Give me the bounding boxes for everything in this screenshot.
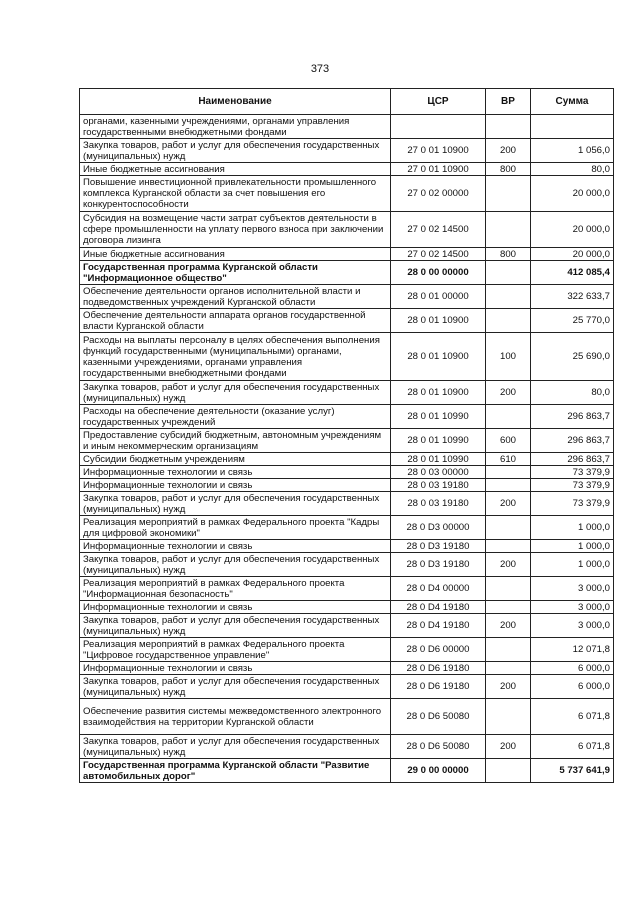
cell-sum bbox=[531, 115, 614, 139]
table-row bbox=[80, 492, 614, 516]
cell-sum: 1 056,0 bbox=[531, 139, 614, 163]
cell-name: Закупка товаров, работ и услуг для обеспечения государственных (муниципальных) нужд bbox=[80, 381, 391, 405]
cell-sum: 12 071,8 bbox=[531, 638, 614, 662]
cell-vr: 200 bbox=[486, 675, 531, 699]
cell-name: Субсидии бюджетным учреждениям bbox=[80, 453, 391, 466]
cell-csr: 29 0 00 00000 bbox=[391, 759, 486, 783]
table-row bbox=[80, 540, 614, 553]
table-row bbox=[80, 735, 614, 759]
cell-name: Повышение инвестиционной привлекательности промышленного комплекса Курганской области за счет повышения его конкурентоспособности bbox=[80, 176, 391, 212]
cell-vr bbox=[486, 540, 531, 553]
cell-csr: 27 0 02 00000 bbox=[391, 176, 486, 212]
cell-sum: 1 000,0 bbox=[531, 553, 614, 577]
cell-vr: 200 bbox=[486, 553, 531, 577]
table-row bbox=[80, 662, 614, 675]
cell-name: Иные бюджетные ассигнования bbox=[80, 248, 391, 261]
page-number: 373 bbox=[310, 63, 330, 75]
table-row bbox=[80, 479, 614, 492]
cell-vr bbox=[486, 212, 531, 248]
table-row bbox=[80, 248, 614, 261]
table-body bbox=[80, 115, 614, 783]
table-row bbox=[80, 405, 614, 429]
cell-vr bbox=[486, 466, 531, 479]
table-row bbox=[80, 638, 614, 662]
cell-vr bbox=[486, 638, 531, 662]
cell-sum: 6 000,0 bbox=[531, 662, 614, 675]
cell-sum: 25 690,0 bbox=[531, 333, 614, 381]
cell-csr: 27 0 01 10900 bbox=[391, 139, 486, 163]
cell-vr: 200 bbox=[486, 492, 531, 516]
cell-name: Расходы на выплаты персоналу в целях обеспечения выполнения функций государственными (муниципальными) органами, казенными учреждениями, органами управления государственными внебюджетными фондами bbox=[80, 333, 391, 381]
cell-name: Закупка товаров, работ и услуг для обеспечения государственных (муниципальных) нужд bbox=[80, 553, 391, 577]
cell-vr bbox=[486, 601, 531, 614]
cell-name: Реализация мероприятий в рамках Федерального проекта "Цифровое государственное управление" bbox=[80, 638, 391, 662]
cell-vr bbox=[486, 759, 531, 783]
table-row bbox=[80, 553, 614, 577]
cell-name: Реализация мероприятий в рамках Федерального проекта "Информационная безопасность" bbox=[80, 577, 391, 601]
cell-name: Расходы на обеспечение деятельности (оказание услуг) государственных учреждений bbox=[80, 405, 391, 429]
cell-name: Закупка товаров, работ и услуг для обеспечения государственных (муниципальных) нужд bbox=[80, 735, 391, 759]
cell-name: Информационные технологии и связь bbox=[80, 601, 391, 614]
cell-name: Обеспечение деятельности органов исполнительной власти и подведомственных учреждений Курганской области bbox=[80, 285, 391, 309]
cell-csr: 28 0 D6 00000 bbox=[391, 638, 486, 662]
table-row bbox=[80, 453, 614, 466]
cell-sum: 3 000,0 bbox=[531, 614, 614, 638]
table-row bbox=[80, 381, 614, 405]
cell-sum: 6 071,8 bbox=[531, 699, 614, 735]
cell-name: Информационные технологии и связь bbox=[80, 466, 391, 479]
cell-vr: 800 bbox=[486, 248, 531, 261]
table-row bbox=[80, 333, 614, 381]
table-row bbox=[80, 212, 614, 248]
cell-sum: 20 000,0 bbox=[531, 212, 614, 248]
cell-vr: 600 bbox=[486, 429, 531, 453]
cell-name: Закупка товаров, работ и услуг для обеспечения государственных (муниципальных) нужд bbox=[80, 139, 391, 163]
table-row bbox=[80, 261, 614, 285]
cell-sum: 6 000,0 bbox=[531, 675, 614, 699]
table-row bbox=[80, 139, 614, 163]
cell-vr: 610 bbox=[486, 453, 531, 466]
table-row bbox=[80, 176, 614, 212]
cell-sum: 296 863,7 bbox=[531, 405, 614, 429]
cell-name: Государственная программа Курганской области "Информационное общество" bbox=[80, 261, 391, 285]
table-row bbox=[80, 699, 614, 735]
cell-name: Субсидия на возмещение части затрат субъектов деятельности в сфере промышленности на уплату первого взноса при заключении договора лизинга bbox=[80, 212, 391, 248]
cell-csr: 28 0 D3 19180 bbox=[391, 553, 486, 577]
header-csr: ЦСР bbox=[391, 89, 486, 115]
cell-name: Иные бюджетные ассигнования bbox=[80, 163, 391, 176]
cell-csr: 27 0 02 14500 bbox=[391, 212, 486, 248]
header-name: Наименование bbox=[80, 89, 391, 115]
cell-vr bbox=[486, 662, 531, 675]
cell-vr: 100 bbox=[486, 333, 531, 381]
budget-table bbox=[79, 88, 614, 783]
cell-sum: 3 000,0 bbox=[531, 601, 614, 614]
cell-csr: 28 0 D4 19180 bbox=[391, 614, 486, 638]
header-sum: Сумма bbox=[531, 89, 614, 115]
header-vr: ВР bbox=[486, 89, 531, 115]
cell-sum: 6 071,8 bbox=[531, 735, 614, 759]
cell-vr bbox=[486, 577, 531, 601]
cell-sum: 296 863,7 bbox=[531, 429, 614, 453]
cell-csr: 27 0 02 14500 bbox=[391, 248, 486, 261]
cell-name: Государственная программа Курганской области "Развитие автомобильных дорог" bbox=[80, 759, 391, 783]
cell-sum: 73 379,9 bbox=[531, 479, 614, 492]
cell-sum: 25 770,0 bbox=[531, 309, 614, 333]
table-row bbox=[80, 577, 614, 601]
table-row bbox=[80, 309, 614, 333]
cell-csr: 28 0 01 10900 bbox=[391, 333, 486, 381]
cell-csr: 28 0 D6 19180 bbox=[391, 675, 486, 699]
table-row bbox=[80, 429, 614, 453]
cell-csr: 28 0 01 10990 bbox=[391, 405, 486, 429]
cell-name: органами, казенными учреждениями, органами управления государственными внебюджетными фондами bbox=[80, 115, 391, 139]
cell-csr: 28 0 01 10900 bbox=[391, 381, 486, 405]
cell-csr: 28 0 03 00000 bbox=[391, 466, 486, 479]
cell-name: Информационные технологии и связь bbox=[80, 479, 391, 492]
cell-sum: 412 085,4 bbox=[531, 261, 614, 285]
cell-sum: 80,0 bbox=[531, 163, 614, 176]
cell-name: Закупка товаров, работ и услуг для обеспечения государственных (муниципальных) нужд bbox=[80, 492, 391, 516]
cell-vr: 200 bbox=[486, 735, 531, 759]
table-row bbox=[80, 285, 614, 309]
cell-csr: 28 0 03 19180 bbox=[391, 479, 486, 492]
cell-name: Реализация мероприятий в рамках Федерального проекта "Кадры для цифровой экономики" bbox=[80, 516, 391, 540]
table-row bbox=[80, 601, 614, 614]
table-row bbox=[80, 614, 614, 638]
cell-vr bbox=[486, 699, 531, 735]
cell-vr bbox=[486, 309, 531, 333]
cell-name: Закупка товаров, работ и услуг для обеспечения государственных (муниципальных) нужд bbox=[80, 675, 391, 699]
cell-sum: 3 000,0 bbox=[531, 577, 614, 601]
cell-csr: 28 0 01 00000 bbox=[391, 285, 486, 309]
cell-csr: 28 0 01 10990 bbox=[391, 429, 486, 453]
cell-vr bbox=[486, 479, 531, 492]
cell-name: Обеспечение развития системы межведомственного электронного взаимодействия на территории Курганской области bbox=[80, 699, 391, 735]
cell-name: Обеспечение деятельности аппарата органов государственной власти Курганской области bbox=[80, 309, 391, 333]
cell-sum: 322 633,7 bbox=[531, 285, 614, 309]
table-row bbox=[80, 759, 614, 783]
cell-sum: 1 000,0 bbox=[531, 516, 614, 540]
cell-name: Предоставление субсидий бюджетным, автономным учреждениям и иным некоммерческим организациям bbox=[80, 429, 391, 453]
cell-csr: 28 0 D6 50080 bbox=[391, 699, 486, 735]
cell-csr: 28 0 D4 19180 bbox=[391, 601, 486, 614]
table-header-row bbox=[80, 89, 614, 115]
cell-vr bbox=[486, 176, 531, 212]
cell-csr: 28 0 D3 00000 bbox=[391, 516, 486, 540]
cell-csr: 28 0 D4 00000 bbox=[391, 577, 486, 601]
cell-csr: 28 0 01 10900 bbox=[391, 309, 486, 333]
cell-vr bbox=[486, 115, 531, 139]
cell-csr: 27 0 01 10900 bbox=[391, 163, 486, 176]
cell-sum: 73 379,9 bbox=[531, 466, 614, 479]
cell-vr: 200 bbox=[486, 614, 531, 638]
cell-sum: 80,0 bbox=[531, 381, 614, 405]
cell-vr bbox=[486, 261, 531, 285]
table-row bbox=[80, 675, 614, 699]
cell-vr: 200 bbox=[486, 381, 531, 405]
cell-vr: 800 bbox=[486, 163, 531, 176]
table-row bbox=[80, 163, 614, 176]
cell-vr: 200 bbox=[486, 139, 531, 163]
table-row bbox=[80, 115, 614, 139]
cell-name: Закупка товаров, работ и услуг для обеспечения государственных (муниципальных) нужд bbox=[80, 614, 391, 638]
cell-vr bbox=[486, 285, 531, 309]
cell-name: Информационные технологии и связь bbox=[80, 540, 391, 553]
cell-csr: 28 0 00 00000 bbox=[391, 261, 486, 285]
cell-vr bbox=[486, 516, 531, 540]
cell-sum: 5 737 641,9 bbox=[531, 759, 614, 783]
cell-sum: 20 000,0 bbox=[531, 248, 614, 261]
cell-csr bbox=[391, 115, 486, 139]
cell-vr bbox=[486, 405, 531, 429]
cell-sum: 73 379,9 bbox=[531, 492, 614, 516]
cell-csr: 28 0 D6 19180 bbox=[391, 662, 486, 675]
cell-sum: 20 000,0 bbox=[531, 176, 614, 212]
cell-csr: 28 0 D3 19180 bbox=[391, 540, 486, 553]
cell-name: Информационные технологии и связь bbox=[80, 662, 391, 675]
cell-csr: 28 0 D6 50080 bbox=[391, 735, 486, 759]
cell-csr: 28 0 03 19180 bbox=[391, 492, 486, 516]
cell-sum: 1 000,0 bbox=[531, 540, 614, 553]
cell-csr: 28 0 01 10990 bbox=[391, 453, 486, 466]
cell-sum: 296 863,7 bbox=[531, 453, 614, 466]
table-row bbox=[80, 516, 614, 540]
table-row bbox=[80, 466, 614, 479]
